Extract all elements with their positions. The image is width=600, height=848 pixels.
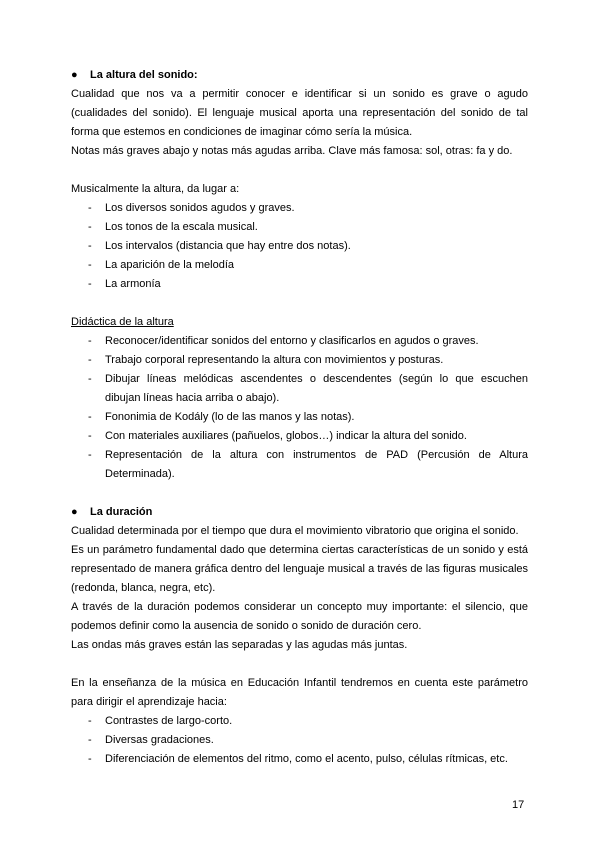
list-item: - Fononimia de Kodály (lo de las manos y las notas). bbox=[88, 411, 355, 423]
list-item: - Diversas gradaciones. bbox=[88, 734, 214, 746]
duracion-list bbox=[71, 712, 528, 769]
bullet-icon: ● bbox=[71, 506, 78, 518]
paragraph: Cualidad que nos va a permitir conocer e identificar si un sonido es grave o agudo (cualidades del sonido). El lenguaje musical aporta una representación del sonido de tal forma que estemos en condiciones de imaginar cómo sería la música. bbox=[71, 88, 528, 138]
list-item: - Contrastes de largo-corto. bbox=[88, 715, 233, 727]
list-item: - Los tonos de la escala musical. bbox=[88, 221, 258, 233]
list-item: - Los diversos sonidos agudos y graves. bbox=[88, 202, 295, 214]
heading-text: La altura del sonido: bbox=[90, 69, 198, 81]
section-heading-altura bbox=[71, 66, 528, 85]
subsection-heading-didactica: Didáctica de la altura bbox=[71, 316, 174, 328]
list-item: - Diferenciación de elementos del ritmo, como el acento, pulso, células rítmicas, etc. bbox=[88, 753, 508, 765]
list-item: - Con materiales auxiliares (pañuelos, globos…) indicar la altura del sonido. bbox=[88, 430, 467, 442]
paragraph: Es un parámetro fundamental dado que determina ciertas características de un sonido y está representado de manera gráfica dentro del lenguaje musical a través de las figuras musicales (redonda, blanca, negra, etc). bbox=[71, 544, 528, 594]
paragraph: Notas más graves abajo y notas más agudas arriba. Clave más famosa: sol, otras: fa y do. bbox=[71, 145, 513, 157]
page-number: 17 bbox=[512, 799, 525, 811]
list-item: - La aparición de la melodía bbox=[88, 259, 235, 271]
paragraph: Las ondas más graves están las separadas y las agudas más juntas. bbox=[71, 639, 408, 651]
list-intro: En la enseñanza de la música en Educación Infantil tendremos en cuenta este parámetro para dirigir el aprendizaje hacia: bbox=[71, 677, 528, 708]
list-item: - Representación de la altura con instrumentos de PAD (Percusión de Altura Determinada). bbox=[88, 449, 528, 480]
section-heading-duracion bbox=[71, 503, 528, 522]
list-item: - La armonía bbox=[88, 278, 161, 290]
paragraph: Cualidad determinada por el tiempo que dura el movimiento vibratorio que origina el sonido. bbox=[71, 525, 519, 537]
heading-text: La duración bbox=[90, 506, 153, 518]
list-item: - Dibujar líneas melódicas ascendentes o descendentes (según lo que escuchen dibujan líneas hacia arriba o abajo). bbox=[88, 373, 528, 404]
altura-list bbox=[71, 199, 528, 294]
page-content bbox=[71, 66, 528, 769]
list-item: - Reconocer/identificar sonidos del entorno y clasificarlos en agudos o graves. bbox=[88, 335, 479, 347]
list-item: - Trabajo corporal representando la altura con movimientos y posturas. bbox=[88, 354, 444, 366]
didactica-list bbox=[71, 332, 528, 484]
bullet-icon: ● bbox=[71, 69, 78, 81]
list-intro: Musicalmente la altura, da lugar a: bbox=[71, 183, 240, 195]
list-item: - Los intervalos (distancia que hay entre dos notas). bbox=[88, 240, 351, 252]
paragraph: A través de la duración podemos considerar un concepto muy importante: el silencio, que podemos definir como la ausencia de sonido o sonido de duración cero. bbox=[71, 601, 528, 632]
